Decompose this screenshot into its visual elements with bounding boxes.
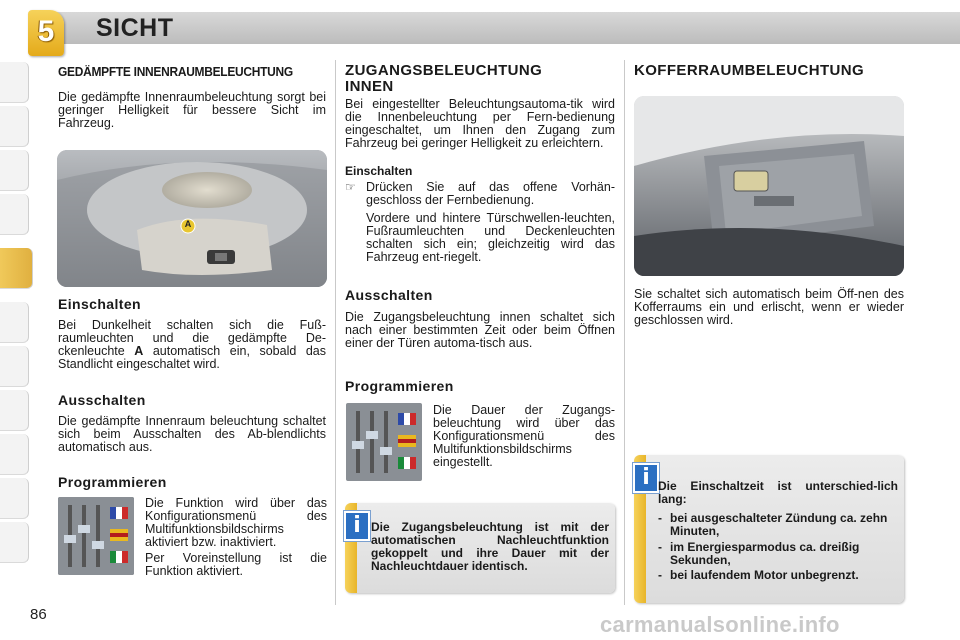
programmieren-text-2: Per Voreinstellung ist die Funktion aktiviert.: [145, 551, 327, 578]
chapter-tab[interactable]: [0, 478, 29, 519]
section-intro: Die gedämpfte Innenraumbeleuchtung sorgt bei geringer Helligkeit für bessere Sicht im Fahrzeug.: [58, 90, 326, 130]
section-title: KOFFERRAUMBELEUCHTUNG: [634, 62, 865, 79]
heading-ausschalten: Ausschalten: [345, 287, 433, 303]
column-divider: [624, 60, 625, 605]
image-label-a: A: [184, 219, 192, 229]
info-heading: Die Einschaltzeit ist unterschied-lich lang:: [658, 479, 898, 506]
chapter-tab[interactable]: [0, 390, 29, 431]
info-icon: i: [344, 511, 370, 541]
list-dash: -: [658, 568, 662, 582]
list-item: bei ausgeschalteter Zündung ca. zehn Minuten,: [670, 511, 888, 538]
header-bar: [40, 12, 960, 44]
chapter-tab-active[interactable]: [0, 248, 33, 289]
heading-programmieren: Programmieren: [345, 378, 454, 394]
chapter-tab[interactable]: [0, 346, 29, 387]
info-text: Die Zugangsbeleuchtung ist mit der automatischen Nachleuchtfunktion gekoppelt und ihre Dauer mit der Nachleuchtdauer identisch.: [371, 520, 609, 573]
watermark: carmanualsonline.info: [600, 612, 840, 637]
list-item: im Energiesparmodus ca. dreißig Sekunden,: [670, 540, 860, 567]
page-number: 86: [30, 606, 47, 623]
ref-a: A: [134, 344, 144, 358]
list-dash: -: [658, 511, 662, 525]
chapter-tab[interactable]: [0, 302, 29, 343]
chapter-tab[interactable]: [0, 194, 29, 235]
list-dash: -: [658, 540, 662, 554]
bullet-continuation: Vordere und hintere Türschwellen-leuchten, Fußraumleuchten und Deckenleuchten schalten sich ein; gleichzeitig wird das Fahrzeug ent-riegelt.: [366, 211, 615, 264]
info-icon: i: [633, 463, 659, 493]
info-box: [634, 455, 904, 603]
einschalten-text: Bei Dunkelheit schalten sich die Fuß-raumleuchten und die gedämpfte De-ckenleuchte A automatisch ein, sobald das Standlicht eingeschaltet wird.: [58, 318, 326, 371]
trunk-light-text: Sie schaltet sich automatisch beim Öff-nen des Kofferraums ein und erlischt, wenn er wieder geschlossen wird.: [634, 287, 904, 327]
heading-programmieren: Programmieren: [58, 474, 167, 490]
chapter-number: 5: [37, 15, 55, 48]
programmieren-text: Die Dauer der Zugangs-beleuchtung wird über das Konfigurationsmenü des Multifunktionsbildschirms eingestellt.: [433, 403, 615, 469]
heading-ausschalten: Ausschalten: [58, 392, 146, 408]
chapter-tab[interactable]: [0, 106, 29, 147]
chapter-tab[interactable]: [0, 522, 29, 563]
section-intro: Bei eingestellter Beleuchtungsautoma-tik wird die Innenbeleuchtung per Fern-bedienung eingeschaltet, um Ihnen den Zugang zum Fahrzeug bei geringer Helligkeit zu erleichtern.: [345, 97, 615, 150]
info-box: [345, 503, 615, 593]
programmieren-text-1: Die Funktion wird über das Konfigurationsmenü des Multifunktionsbildschirms aktiviert bzw. inaktiviert.: [145, 496, 327, 549]
dome-light-image: [57, 150, 327, 287]
trunk-light-image: [634, 96, 904, 276]
heading-einschalten: Einschalten: [58, 296, 141, 312]
ausschalten-text: Die gedämpfte Innenraum beleuchtung schaltet sich beim Ausschalten des Ab-blendlichts automatisch aus.: [58, 414, 326, 454]
settings-sliders-icon: [346, 403, 422, 481]
chapter-tabs: [0, 62, 32, 582]
column-divider: [335, 60, 336, 605]
page-title: SICHT: [96, 14, 174, 42]
bullet-text: Drücken Sie auf das offene Vorhän-geschloss der Fernbedienung.: [366, 180, 615, 207]
settings-sliders-icon: [58, 497, 134, 575]
page-header: [0, 0, 960, 48]
section-title: ZUGANGSBELEUCHTUNG INNEN: [345, 62, 543, 95]
chapter-tab[interactable]: [0, 62, 29, 103]
section-title: GEDÄMPFTE INNENRAUMBELEUCHTUNG: [58, 64, 293, 79]
ausschalten-text: Die Zugangsbeleuchtung innen schaltet sich nach einer bestimmten Zeit oder beim Öffnen einer der Türen automa-tisch aus.: [345, 310, 615, 350]
chapter-tab[interactable]: [0, 150, 29, 191]
chapter-tab[interactable]: [0, 434, 29, 475]
pointing-hand-icon: ☞: [345, 180, 356, 194]
heading-einschalten: Einschalten: [345, 164, 413, 178]
list-item: bei laufendem Motor unbegrenzt.: [670, 568, 859, 582]
